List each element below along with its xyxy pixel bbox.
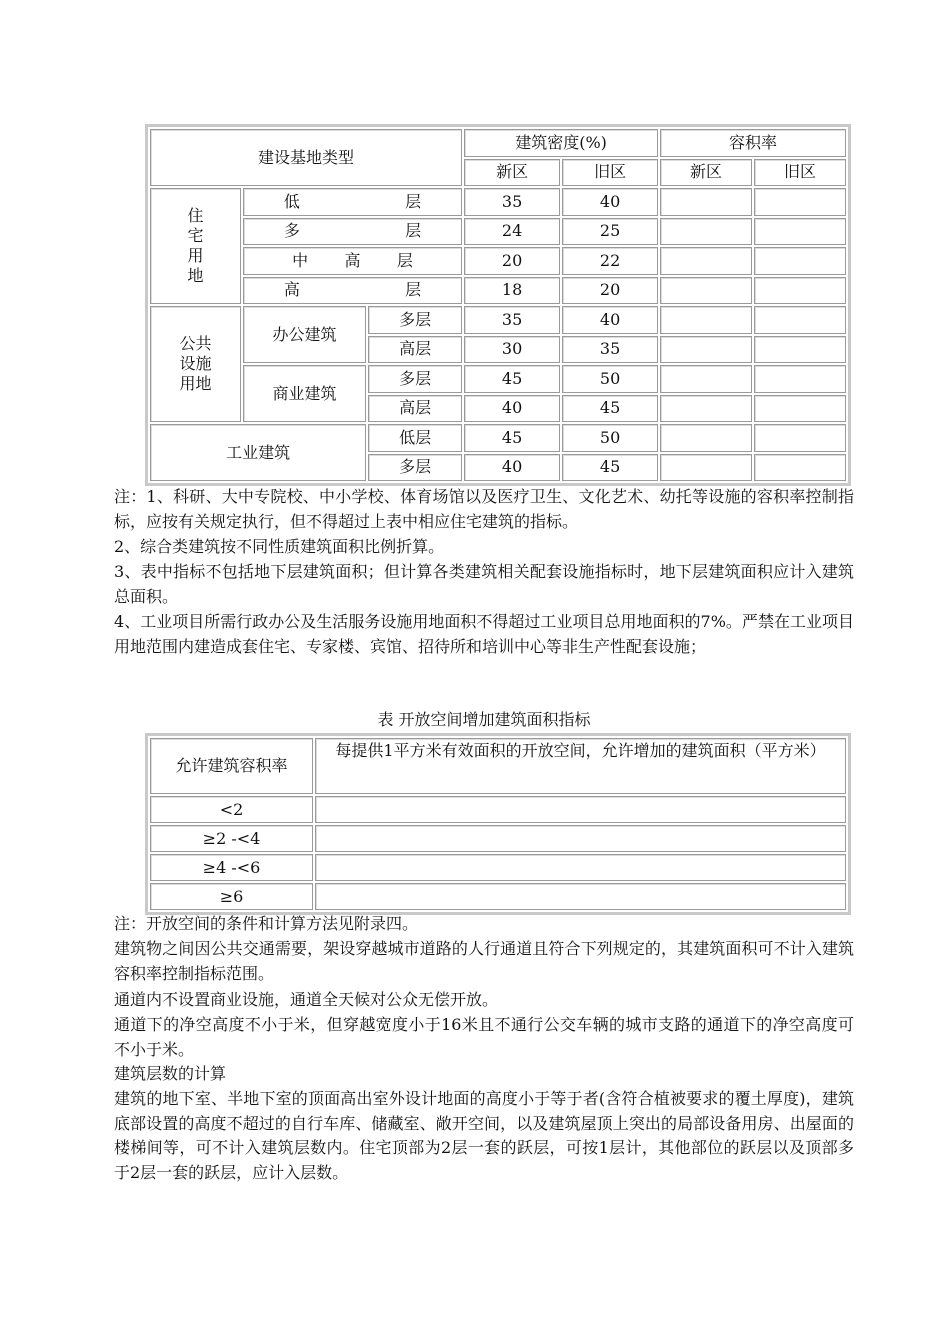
header-site-type: 建设基地类型 — [150, 129, 462, 186]
density-old-cell: 35 — [562, 336, 658, 364]
far-old-cell — [754, 424, 846, 452]
far-old-cell — [754, 365, 846, 393]
far-new-cell — [660, 247, 752, 275]
residential-label: 住 宅 用 地 — [150, 188, 241, 304]
density-old-cell: 22 — [562, 247, 658, 275]
commercial-building-label: 商业建筑 — [243, 365, 366, 422]
header-density-new: 新区 — [464, 159, 560, 187]
ratio-cell: ≥6 — [150, 883, 313, 910]
far-new-cell — [660, 336, 752, 364]
residential-row-label: 中 高 层 — [243, 247, 462, 275]
open-space-note: 注：开放空间的条件和计算方法见附录四。 — [114, 914, 419, 933]
open-space-table-caption: 表 开放空间增加建筑面积指标 — [377, 710, 591, 729]
public-facility-label: 公共 设施 用地 — [150, 306, 241, 422]
open-space-table — [145, 733, 851, 915]
far-old-cell — [754, 188, 846, 216]
far-new-cell — [660, 188, 752, 216]
density-old-cell: 45 — [562, 454, 658, 482]
density-new-cell: 30 — [464, 336, 560, 364]
passage-rule-1: 通道内不设置商业设施，通道全天候对公众无偿开放。 — [114, 990, 499, 1009]
header-far: 容积率 — [660, 129, 846, 157]
density-new-cell: 45 — [464, 424, 560, 452]
industrial-sub-label: 多层 — [368, 454, 462, 482]
density-new-cell: 24 — [464, 218, 560, 246]
residential-row-label: 低 层 — [243, 188, 462, 216]
ratio-cell: <2 — [150, 796, 313, 823]
far-new-cell — [660, 277, 752, 305]
note-3: 3、表中指标不包括地下层建筑面积；但计算各类建筑相关配套设施指标时，地下层建筑面积应计入建筑总面积。 — [114, 562, 854, 606]
public-sub-label: 多层 — [368, 365, 462, 393]
density-old-cell: 50 — [562, 424, 658, 452]
far-old-cell — [754, 336, 846, 364]
density-old-cell: 40 — [562, 188, 658, 216]
note-1: 注：1、科研、大中专院校、中小学校、体育场馆以及医疗卫生、文化艺术、幼托等设施的容积率控制指标，应按有关规定执行，但不得超过上表中相应住宅建筑的指标。 — [114, 487, 854, 531]
public-sub-label: 多层 — [368, 306, 462, 334]
far-new-cell — [660, 424, 752, 452]
residential-row-label: 高 层 — [243, 277, 462, 305]
header-far-old: 旧区 — [754, 159, 846, 187]
density-old-cell: 20 — [562, 277, 658, 305]
density-old-cell: 25 — [562, 218, 658, 246]
header-density-old: 旧区 — [562, 159, 658, 187]
industrial-building-label: 工业建筑 — [150, 424, 366, 481]
density-new-cell: 20 — [464, 247, 560, 275]
note-4: 4、工业项目所需行政办公及生活服务设施用地面积不得超过工业项目总用地面积的7%。严禁在工业项目用地范围内建造成套住宅、专家楼、宾馆、招待所和培训中心等非生产性配套设施； — [114, 612, 854, 656]
far-old-cell — [754, 306, 846, 334]
added-area-cell — [315, 854, 846, 881]
added-area-cell — [315, 825, 846, 852]
far-old-cell — [754, 247, 846, 275]
added-area-cell — [315, 883, 846, 910]
far-new-cell — [660, 395, 752, 423]
far-new-cell — [660, 365, 752, 393]
density-new-cell: 35 — [464, 306, 560, 334]
density-new-cell: 40 — [464, 395, 560, 423]
note-2: 2、综合类建筑按不同性质建筑面积比例折算。 — [114, 537, 445, 556]
header-far-new: 新区 — [660, 159, 752, 187]
passage-rule-intro: 建筑物之间因公共交通需要，架设穿越城市道路的人行通道且符合下列规定的，其建筑面积可不计入建筑容积率控制指标范围。 — [114, 939, 854, 983]
density-new-cell: 35 — [464, 188, 560, 216]
far-new-cell — [660, 306, 752, 334]
far-old-cell — [754, 218, 846, 246]
passage-rule-2: 通道下的净空高度不小于米，但穿越宽度小于16米且不通行公交车辆的城市支路的通道下的净空高度可不小于米。 — [114, 1015, 854, 1059]
density-old-cell: 45 — [562, 395, 658, 423]
density-new-cell: 45 — [464, 365, 560, 393]
density-new-cell: 40 — [464, 454, 560, 482]
density-new-cell: 18 — [464, 277, 560, 305]
ratio-cell: ≥2 -<4 — [150, 825, 313, 852]
header-added-area: 每提供1平方米有效面积的开放空间，允许增加的建筑面积（平方米） — [315, 738, 846, 794]
section-heading-floors: 建筑层数的计算 — [114, 1064, 227, 1083]
far-new-cell — [660, 454, 752, 482]
ratio-cell: ≥4 -<6 — [150, 854, 313, 881]
density-far-table — [145, 124, 851, 486]
far-old-cell — [754, 277, 846, 305]
residential-row-label: 多 层 — [243, 218, 462, 246]
office-building-label: 办公建筑 — [243, 306, 366, 363]
public-sub-label: 高层 — [368, 395, 462, 423]
header-density: 建筑密度(%) — [464, 129, 658, 157]
density-old-cell: 50 — [562, 365, 658, 393]
far-old-cell — [754, 454, 846, 482]
density-old-cell: 40 — [562, 306, 658, 334]
public-sub-label: 高层 — [368, 336, 462, 364]
far-old-cell — [754, 395, 846, 423]
header-allowed-far: 允许建筑容积率 — [150, 738, 313, 794]
industrial-sub-label: 低层 — [368, 424, 462, 452]
added-area-cell — [315, 796, 846, 823]
far-new-cell — [660, 218, 752, 246]
floor-count-rule: 建筑的地下室、半地下室的顶面高出室外设计地面的高度小于等于者(含符合植被要求的覆土厚度)，建筑底部设置的高度不超过的自行车库、储藏室、敞开空间，以及建筑屋顶上突出的局部设备用房、出屋面的楼梯间等，可不计入建筑层数内。住宅顶部为2层一套的跃层，可按1层计，其他部位的跃层以及顶部多于2层一套的跃层，应计入层数。 — [114, 1089, 854, 1182]
